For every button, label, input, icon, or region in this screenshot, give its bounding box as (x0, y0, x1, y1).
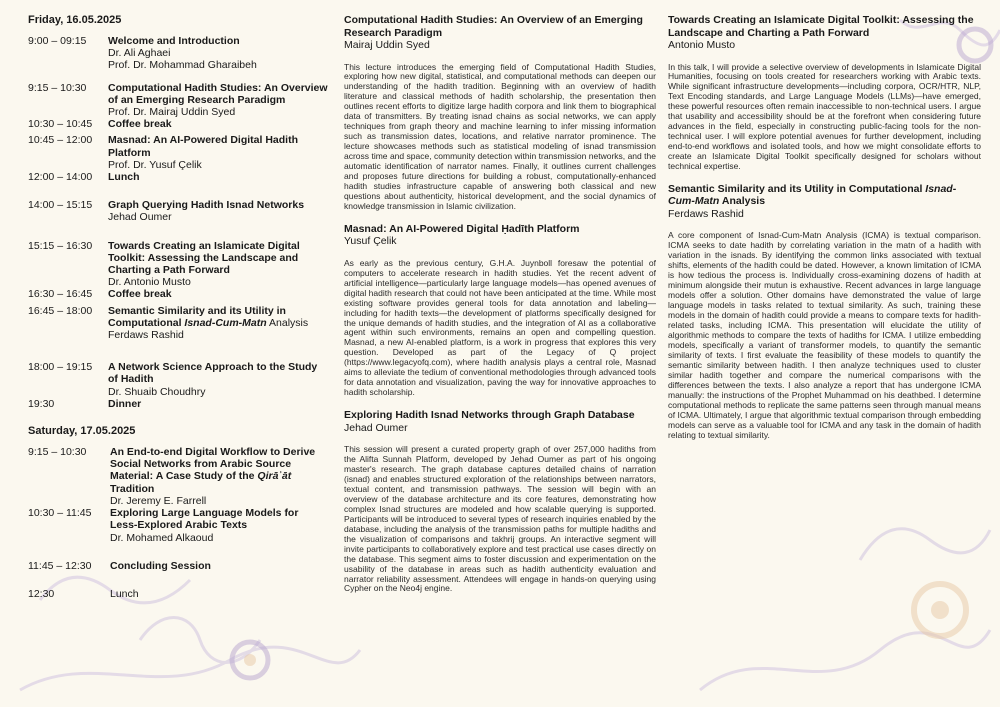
session-speaker: Prof. Dr. Mohammad Gharaibeh (108, 59, 257, 72)
abstract-author: Jehad Oumer (344, 421, 408, 434)
abstract-title: Computational Hadith Studies: An Overview of an Emerging Research Paradigm (344, 14, 643, 39)
day-heading: Saturday, 17.05.2025 (28, 425, 136, 438)
session-title: Dinner (108, 397, 142, 410)
session-title: Coffee break (108, 118, 172, 131)
session-speaker: Prof. Dr. Yusuf Çelik (108, 158, 202, 171)
schedule-row (28, 507, 328, 544)
abstract-title: Exploring Hadith Isnad Networks through Graph Database (344, 409, 635, 422)
schedule-row (28, 288, 328, 300)
session-title: Concluding Session (110, 559, 211, 572)
day-heading: Friday, 16.05.2025 (28, 14, 122, 26)
session-title: An End-to-end Digital Workflow to Derive Social Networks from Arabic Source Material: A Case Study of the Qirāʾāt Tradition (110, 446, 316, 495)
abstract-title: Masnad: An AI-Powered Digital Ḥadīth Platform (344, 222, 580, 235)
schedule-row (28, 305, 328, 342)
session-time: 11:45 – 12:30 (28, 559, 92, 572)
abstract-body: This session will present a curated property graph of over 257,000 hadiths from the Alifta Sunnah Platform, developed by Jehad Oumer as part of his ongoing master's research. The graph database captures detailed chains of narration (isnad) and enables structured exploration of the relationships between narrators, textual content, and transmission pathways. The session will begin with an overview of the database architecture and its core features, demonstrating how complex Isnad structures are modeled and how scalable querying is supported. Participants will be introduced to several types of research inquiries enabled by the database, including the analysis of the transmission paths for multiple hadiths and the visualization of comparisons and takhrij groups. An interactive segment will invite participants to collaboratively explore and test practical use cases directly on the database. This segment aims to foster discussion and experimentation on the usability of the database in areas such as hadith authenticity evaluation and narrator reliability assessment. Attendees will engage in hands-on querying using Cypher on the Neo4j engine. (344, 444, 656, 594)
abstract-body: This lecture introduces the emerging field of Computational Hadith Studies, exploring how new digital, statistical, and computational methods can deepen our understanding of the hadith tradition. Beginning with an overview of hadith literature and classical methods of hadith scholarship, the presentation then outlines recent efforts to digitize large hadith corpora and link them to biographical data of transmitters. By treating isnad chains as social networks, we can apply techniques from graph theory and machine learning to infer missing information such as transmission dates, locations, and relative narrator prominence. The lecture showcases methods such as statistical modeling of isnad transmission across time and space, community detection within transmission networks, and the automatic identification of narrator names. Finally, it outlines current challenges and proposes future directions for building a robust, computationally-enhanced hadith studies infrastructure capable of answering both classical and new questions about authenticity, historical development, and the social dynamics of knowledge transmission in Islamic civilization. (344, 61, 656, 211)
abstract-title: Towards Creating an Islamicate Digital Toolkit: Assessing the Landscape and Charting a Path Forward (668, 14, 974, 39)
session-time: 10:30 – 10:45 (28, 118, 93, 131)
abstract-body: In this talk, I will provide a selective overview of developments in Islamicate Digital Humanities, focusing on tools created for researchers working with Arabic texts. While significant infrastructure developments—including corpora, OCR/HTR, NLP, Text Encoding standards, and Large Language Models (LLMs)—have emerged, these powerful resources often remain inaccessible to non-technical users. I argue that usability and accessibility should be at the forefront when considering future advances in the field, especially in constructing public-facing tools for the non-technical user. I will explore potential avenues for further development, including end-to-end workflows and isolated tools, and how we might consolidate efforts to create an Islamicate Digital Toolkit specifically designed for scholars without technical expertise. (668, 61, 981, 172)
session-speaker: Dr. Shuaib Choudhry (108, 385, 206, 398)
session-speaker: Ferdaws Rashid (108, 329, 184, 342)
abstract-title: Semantic Similarity and its Utility in Computational Isnad-Cum-Matn Analysis (668, 182, 957, 208)
session-time: 9:15 – 10:30 (28, 81, 87, 94)
session-time: 10:30 – 11:45 (28, 507, 92, 520)
session-title: Masnad: An AI-Powered Digital Hadith Platform (108, 134, 298, 159)
session-speaker: Dr. Antonio Musto (108, 276, 191, 289)
session-time: 9:15 – 10:30 (28, 446, 87, 459)
session-time: 19:30 (28, 397, 55, 410)
schedule-row (28, 134, 328, 171)
session-time: 14:00 – 15:15 (28, 199, 93, 212)
session-time: 16:30 – 16:45 (28, 288, 93, 301)
session-time: 12:00 – 14:00 (28, 171, 93, 184)
schedule-row (28, 240, 328, 289)
session-speaker: Jehad Oumer (108, 211, 172, 224)
session-time: 12:30 (28, 587, 55, 600)
session-title: Lunch (108, 171, 140, 184)
session-title: Coffee break (108, 288, 172, 301)
abstract-author: Antonio Musto (668, 39, 736, 51)
schedule-row (28, 171, 328, 183)
session-title: A Network Science Approach to the Study of Hadith (108, 361, 318, 386)
schedule-row (28, 398, 328, 410)
session-time: 15:15 – 16:30 (28, 239, 93, 252)
session-title: Exploring Large Language Models for Less-Explored Arabic Texts (110, 507, 299, 532)
abstracts-column (344, 14, 656, 605)
session-time: 10:45 – 12:00 (28, 134, 93, 147)
abstract-body: A core component of Isnad-Cum-Matn Analysis (ICMA) is textual comparison. ICMA seeks to date hadith by correlating variation in the matn of a hadith with variation in the isnads. By identifying the common links associated with textual shifts, elements of the hadith could be dated. However, a known limitation of ICMA is how tedious the process is. Individually cross-examining dozens of hadith at minimum alongside their mutun is exhaustive. Recent advances in large language models offer a solution. Other domains have demonstrated the value of large language models in tasks related to textual similarity. As such, training these models in the domain of hadith could provide a means to compare texts for hadith-related tasks, including ICMA. This presentation will elucidate the utility of algorithmic methods to compare the texts of hadiths for ICMA. I utilize embedding models, specifically a variant of transformer models, to quantify the semantic similarity of texts. I first evaluate the feasibility of these models to quantify the semantic similarity between hadith. I then analyze techniques used to cluster similar hadith together and compare the numerical comparisons with the differences between the texts. I also analyze a report that has undergone ICMA manually: the instructions of the Prophet Muhammad on his deathbed. I determine computational methods to replicate the same patterns seen through manual means of ICMA. Ultimately, I argue that algorithmic textual comparison through embedding models can serve as a valuable tool for ICMA and any task in the domain of hadith relating to textual similarity. (668, 230, 981, 440)
schedule-row (28, 361, 328, 398)
session-speaker: Prof. Dr. Mairaj Uddin Syed (108, 106, 236, 119)
abstract-author: Ferdaws Rashid (668, 207, 744, 220)
schedule-row (28, 35, 328, 72)
schedule-row (28, 118, 328, 130)
schedule-row (28, 199, 328, 223)
session-time: 16:45 – 18:00 (28, 304, 93, 317)
schedule-row (28, 446, 328, 507)
session-speaker: Dr. Mohamed Alkaoud (110, 531, 214, 544)
session-title: Welcome and Introduction (108, 35, 240, 47)
schedule-row (28, 82, 328, 119)
schedule-row (28, 560, 328, 572)
abstracts-column (668, 14, 981, 452)
session-title: Graph Querying Hadith Isnad Networks (108, 199, 305, 212)
session-title: Semantic Similarity and its Utility in Computational Isnad-Cum-Matn Analysis (108, 304, 309, 329)
session-title: Towards Creating an Islamicate Digital Toolkit: Assessing the Landscape and Charting a Path Forward (108, 239, 300, 277)
session-title: Lunch (110, 587, 139, 600)
schedule-column (28, 14, 328, 600)
abstract-body: As early as the previous century, G.H.A. Juynboll foresaw the potential of computers to accelerate research in hadith studies. Yet the recent advent of artificial intelligence—particularly large language models—has opened avenues of digital hadith research that could not have been anticipated at the time. While most existing software provides general tools for data annotation and labeling—including for hadith texts—the development of platforms specifically designed for the unique demands of hadith studies, and the integration of AI as a collaborative agent within such environments, remains an open and compelling question. Masnad, a new AI-enabled platform, is a work in progress that explores this very question. Developed as part of the Legacy of Q project (https://www.legacyofq.com), where hadith analysis plays a central role, Masnad aims to alleviate the tedium of conventional methodologies through advanced tools for data annotation and visualization, paving the way for innovative approaches to hadith scholarship. (344, 257, 656, 398)
session-speaker: Dr. Jeremy E. Farrell (110, 494, 207, 507)
abstract-author: Mairaj Uddin Syed (344, 39, 430, 51)
schedule-row (28, 588, 328, 600)
abstract-author: Yusuf Çelik (344, 235, 397, 248)
session-speaker: Dr. Ali Aghaei (108, 47, 171, 60)
session-time: 9:00 – 09:15 (28, 35, 87, 47)
session-title: Computational Hadith Studies: An Overview of an Emerging Research Paradigm (108, 81, 328, 106)
session-time: 18:00 – 19:15 (28, 361, 93, 374)
